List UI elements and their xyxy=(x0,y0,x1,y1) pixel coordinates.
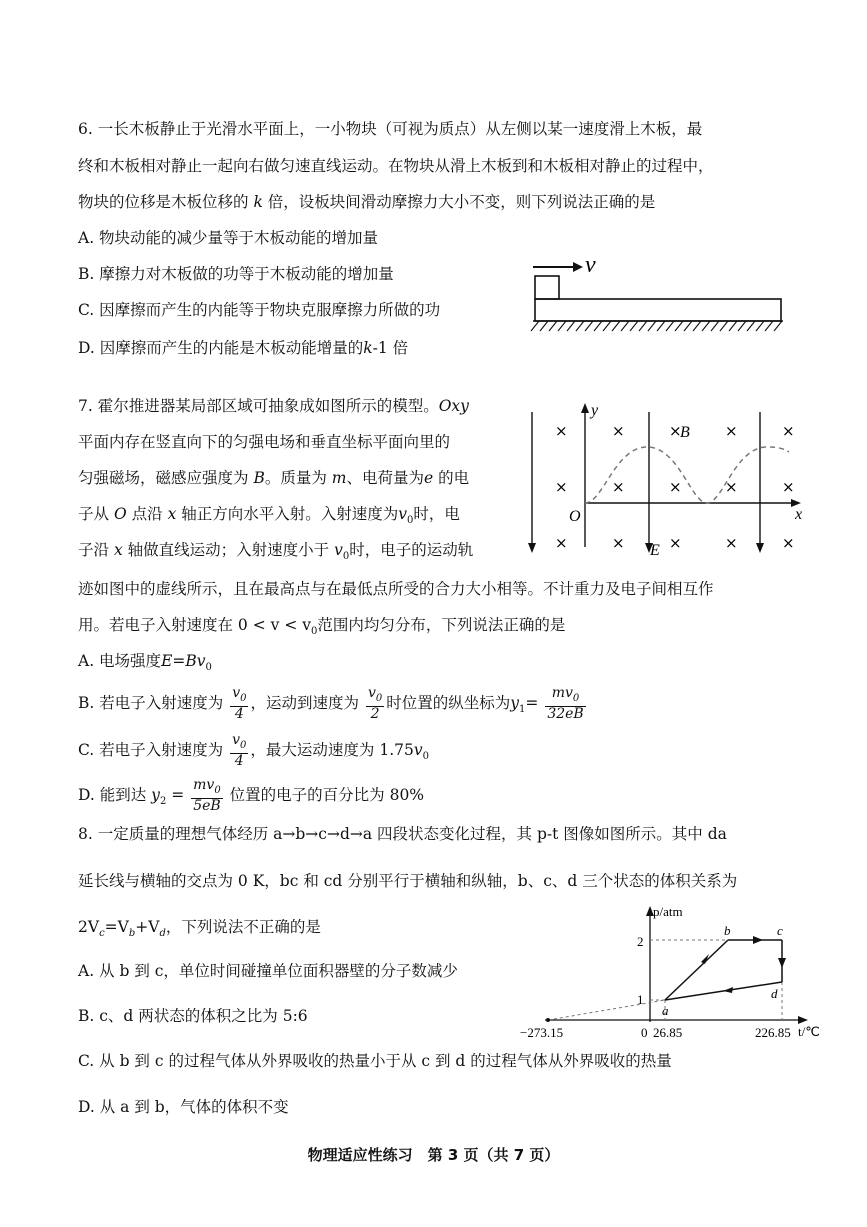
q6-text: -1 倍 xyxy=(372,339,409,357)
q7-sub: 1 xyxy=(519,704,526,715)
q7-oxy: Oxy xyxy=(438,397,469,415)
q8-option-b: B. c、d 两状态的体积之比为 5:6 xyxy=(78,1007,308,1025)
field-arrowhead xyxy=(756,543,764,553)
q8-pt-graph xyxy=(515,902,830,1045)
fraction-y2 xyxy=(191,778,223,814)
q7-text: 点沿 xyxy=(131,505,163,523)
q6-option-c: C. 因摩擦而产生的内能等于物块克服摩擦力所做的功 xyxy=(78,301,441,319)
q7-text: 时位置的纵坐标为 xyxy=(386,693,511,712)
q7-text: 轴正方向水平入射。入射速度为 xyxy=(181,505,399,523)
q7-figure xyxy=(523,397,813,562)
frac-den: 5eB xyxy=(193,797,221,814)
t-tick-22685: 226.85 xyxy=(755,1025,791,1040)
q7-y: y xyxy=(510,693,520,712)
y-axis-label: y xyxy=(591,402,599,419)
q6-text: 物块的位移是木板位移的 xyxy=(78,193,249,211)
q6-figure xyxy=(525,245,790,340)
q7-line7 xyxy=(78,614,565,643)
q7-line1 xyxy=(78,395,469,417)
q7-text: 、电荷量为 xyxy=(346,469,425,487)
q7-x: x xyxy=(167,505,177,523)
fraction-v0-over-4 xyxy=(230,733,248,769)
frac-den: 4 xyxy=(234,752,244,769)
q7-option-d: D. 能到达 $y_2$ = $\frac{mv_0}{5eB}$ 位置的电子的百分比为 80% xyxy=(78,777,425,814)
x-axis-label: x xyxy=(795,506,803,523)
frac-num: $v_0$ xyxy=(366,686,384,707)
hatch-line xyxy=(540,321,548,331)
q8-text: =V xyxy=(104,918,129,936)
q7-m: m xyxy=(331,469,347,487)
q7-text: 时，电子的运动轨 xyxy=(349,541,474,559)
q7-v: v xyxy=(334,541,343,559)
p-axis-label: p/atm xyxy=(653,904,683,919)
hatch-line xyxy=(621,321,629,331)
q6-option-d xyxy=(78,337,408,359)
q8-option-c: C. 从 b 到 c 的过程气体从外界吸收的热量小于从 c 到 d 的过程气体从外界吸收的热量 xyxy=(78,1052,672,1070)
hatch-line xyxy=(738,321,746,331)
field-cross: × xyxy=(669,534,682,552)
point-b-label: b xyxy=(724,923,731,938)
point-a-label: a xyxy=(662,1003,669,1018)
frac-num: $mv_0$ xyxy=(545,686,585,707)
q6-line1: 6. 一长木板静止于光滑水平面上，一小物块（可视为质点）从左侧以某一速度滑上木板，最 xyxy=(78,120,703,138)
hatch-line xyxy=(675,321,683,331)
hatch-line xyxy=(684,321,692,331)
point-d-label: d xyxy=(771,986,778,1001)
hatch-line xyxy=(729,321,737,331)
q8-line3 xyxy=(78,916,321,945)
fraction-v0-over-2 xyxy=(366,686,384,722)
t-axis-label: t/℃ xyxy=(798,1024,820,1039)
frac-den: 4 xyxy=(234,705,244,722)
q7-text: 7. 霍尔推进器某局部区域可抽象成如图所示的模型。 xyxy=(78,397,439,415)
field-cross: × xyxy=(612,422,625,440)
hatch-line xyxy=(576,321,584,331)
hatch-line xyxy=(630,321,638,331)
hatch-line xyxy=(594,321,602,331)
zero-kelvin-point xyxy=(546,1018,550,1022)
point-c-label: c xyxy=(777,923,783,938)
e-field-label: E xyxy=(650,542,660,559)
hatch-line xyxy=(648,321,656,331)
q7-line6: 迹如图中的虚线所示，且在最高点与在最低点所受的合力大小相等。不计重力及电子间相互作 xyxy=(78,580,714,598)
velocity-label: v xyxy=(585,252,596,278)
fraction-v0-over-4 xyxy=(230,686,248,722)
q6-text: D. 因摩擦而产生的内能是木板动能增量的 xyxy=(78,339,364,357)
q6-k: k xyxy=(363,339,373,357)
q7-line4 xyxy=(78,503,460,532)
hatch-line xyxy=(558,321,566,331)
q7-o: O xyxy=(113,505,127,523)
field-cross: × xyxy=(782,478,795,496)
board xyxy=(535,299,781,321)
q6-line2: 终和木板相对静止一起向右做匀速直线运动。在物块从滑上木板到和木板相对静止的过程中， xyxy=(78,157,714,175)
q7-text: 用。若电子入射速度在 0 < v < v xyxy=(78,616,311,634)
t-tick-0: 0 xyxy=(641,1025,648,1040)
q7-x: x xyxy=(113,541,123,559)
q8-text: 2V xyxy=(78,918,100,936)
hatch-line xyxy=(702,321,710,331)
q7-text: D. 能到达 xyxy=(78,785,147,804)
q7-option-c xyxy=(78,733,429,769)
q7-text: ，最大运动速度为 1.75 xyxy=(250,740,414,759)
q7-v: v xyxy=(413,740,423,759)
q7-v: v xyxy=(398,505,408,523)
hatch-line xyxy=(720,321,728,331)
hatch-line xyxy=(657,321,665,331)
hatch-line xyxy=(567,321,575,331)
frac-num: $v_0$ xyxy=(230,733,248,754)
hatch-line xyxy=(639,321,647,331)
velocity-arrowhead xyxy=(573,262,583,272)
q7-sub: 0 xyxy=(422,751,429,762)
da-extension xyxy=(548,1000,665,1020)
field-cross: × xyxy=(669,478,682,496)
t-tick-neg: −273.15 xyxy=(520,1025,564,1040)
hatch-line xyxy=(774,321,782,331)
hatch-line xyxy=(666,321,674,331)
q7-text: 的电 xyxy=(433,469,470,487)
q6-line3 xyxy=(78,191,655,213)
p-tick-1: 1 xyxy=(637,992,644,1007)
q7-text: 位置的电子的百分比为 80% xyxy=(229,785,425,804)
t-axis-arrowhead xyxy=(798,1016,808,1024)
t-tick-2685: 26.85 xyxy=(653,1025,683,1040)
q8-text: ，下列说法不正确的是 xyxy=(165,918,321,936)
field-cross: × xyxy=(555,422,568,440)
q7-sub: 0 xyxy=(311,626,318,638)
b-field-label: B xyxy=(680,424,690,441)
hatch-line xyxy=(747,321,755,331)
p-tick-2: 2 xyxy=(637,934,644,949)
q6-text: 倍，设板块间滑动摩擦力大小不变，则下列说法正确的是 xyxy=(267,193,656,211)
hatch-line xyxy=(711,321,719,331)
q7-text: A. 电场强度 xyxy=(78,652,162,670)
q7-sub: 0 xyxy=(205,662,212,674)
fraction-y1 xyxy=(545,686,585,722)
q7-text: 匀强磁场，磁感应强度为 xyxy=(78,469,249,487)
hatch-line xyxy=(585,321,593,331)
q7-text: 。质量为 xyxy=(264,469,327,487)
hatch-line xyxy=(603,321,611,331)
q7-text: ，运动到速度为 xyxy=(250,693,359,712)
page-footer: 物理适应性练习 第 3 页（共 7 页） xyxy=(307,1146,560,1164)
field-cross: × xyxy=(612,534,625,552)
arrow-bc xyxy=(753,936,763,944)
arrow-da xyxy=(723,987,733,993)
q7-text: 轴做直线运动；入射速度小于 xyxy=(127,541,330,559)
process-ab xyxy=(665,940,728,1000)
field-cross: × xyxy=(669,422,682,440)
frac-den: 32eB xyxy=(547,705,584,722)
q7-text: C. 若电子入射速度为 xyxy=(78,740,224,759)
q7-text: 时，电 xyxy=(413,505,460,523)
y-axis-arrowhead xyxy=(581,403,589,413)
q7-y: y xyxy=(151,785,160,804)
field-cross: × xyxy=(782,422,795,440)
q8-sub: c xyxy=(99,928,105,940)
q8-sub: b xyxy=(128,928,136,940)
q8-text: +V xyxy=(135,918,160,936)
q7-sub: 0 xyxy=(342,551,350,563)
q6-option-b: B. 摩擦力对木板做的功等于木板动能的增加量 xyxy=(78,265,394,283)
field-cross: × xyxy=(725,478,738,496)
frac-num: $mv_0$ xyxy=(191,778,223,799)
q7-text: 范围内均匀分布，下列说法正确的是 xyxy=(317,616,566,634)
hatch-line xyxy=(693,321,701,331)
q6-option-a: A. 物块动能的减少量等于木板动能的增加量 xyxy=(78,229,379,247)
hatch-line xyxy=(531,321,539,331)
origin-label: O xyxy=(569,508,581,525)
q7-text: 子沿 xyxy=(78,541,110,559)
frac-den: 2 xyxy=(370,705,380,722)
q7-b: B xyxy=(253,469,265,487)
q7-sub: 2 xyxy=(159,796,167,807)
arrow-cd xyxy=(778,958,786,968)
field-cross: × xyxy=(782,534,795,552)
q7-line5 xyxy=(78,539,473,568)
q7-line3 xyxy=(78,467,469,489)
q7-text: B. 若电子入射速度为 xyxy=(78,693,224,712)
q8-sub: d xyxy=(159,928,166,940)
magnetic-field-crosses xyxy=(555,422,795,552)
hatch-line xyxy=(612,321,620,331)
q7-text: 子从 xyxy=(78,505,110,523)
field-cross: × xyxy=(725,422,738,440)
q8-option-a: A. 从 b 到 c，单位时间碰撞单位面积器壁的分子数减少 xyxy=(78,962,458,980)
q6-k: k xyxy=(253,193,263,211)
block xyxy=(535,276,559,299)
q8-line2: 延长线与横轴的交点为 0 K，bc 和 cd 分别平行于横轴和纵轴，b、c、d 三个状态的体积关系为 xyxy=(78,872,738,890)
q7-e: e xyxy=(424,469,434,487)
q8-option-d: D. 从 a 到 b，气体的体积不变 xyxy=(78,1098,289,1116)
q7-line2: 平面内存在竖直向下的匀强电场和垂直坐标平面向里的 xyxy=(78,433,451,451)
q7-expr: E=Bv xyxy=(161,652,206,670)
q8-line1: 8. 一定质量的理想气体经历 a→b→c→d→a 四段状态变化过程，其 p-t 图像如图所示。其中 da xyxy=(78,825,727,843)
hatch-line xyxy=(756,321,764,331)
ground-hatch xyxy=(531,321,782,331)
field-cross: × xyxy=(555,534,568,552)
frac-num: $v_0$ xyxy=(230,686,248,707)
hatch-line xyxy=(765,321,773,331)
q7-text: = xyxy=(525,693,539,712)
q7-option-a xyxy=(78,650,212,679)
q7-sub: 0 xyxy=(407,515,414,527)
hatch-line xyxy=(549,321,557,331)
field-arrowhead xyxy=(528,543,536,553)
q7-option-b xyxy=(78,686,588,722)
field-cross: × xyxy=(725,534,738,552)
field-cross: × xyxy=(555,478,568,496)
field-cross: × xyxy=(612,478,625,496)
